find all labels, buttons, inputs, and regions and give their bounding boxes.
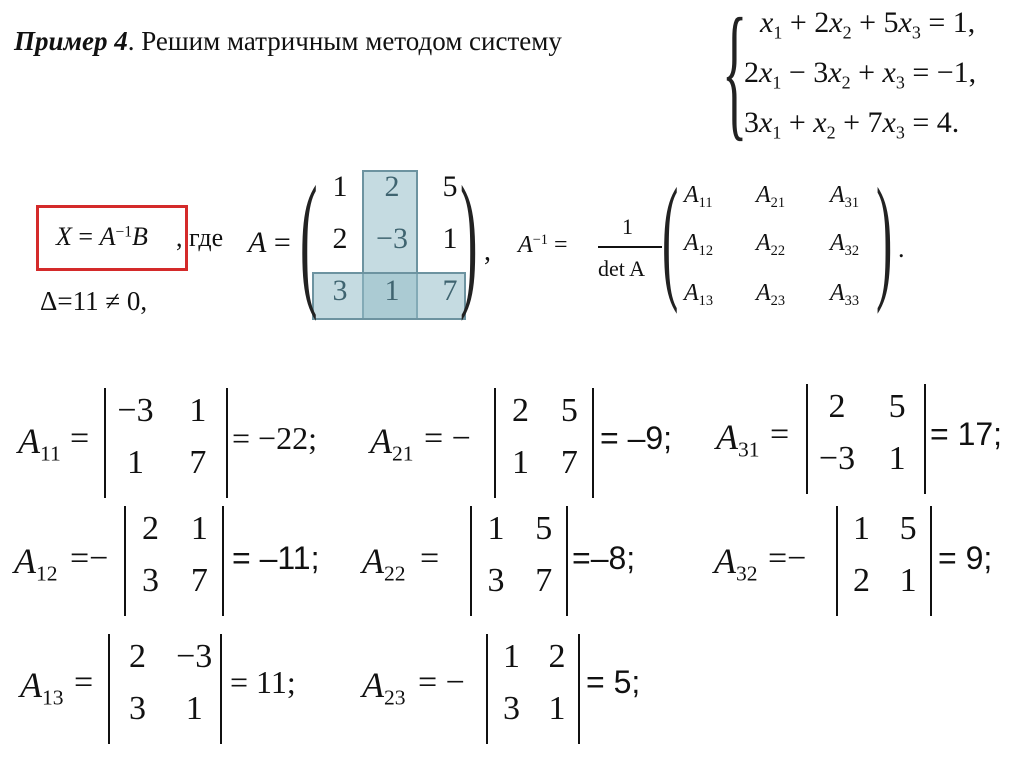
cofactor-equals: = — [74, 664, 94, 701]
inverse-cell: $A_{22}$ — [756, 230, 786, 260]
determinant-left-bar — [104, 388, 106, 498]
determinant-cell: 7 — [535, 562, 553, 599]
cofactor-equals: =− — [768, 540, 807, 577]
matrix-a-left-paren: ( — [300, 156, 318, 322]
title-text: . Решим матричным методом систему — [127, 26, 562, 56]
determinant-cell: 2 — [129, 638, 146, 675]
matrix-formula: $X = A^{-1}B$ — [56, 222, 148, 251]
determinant-cell: 1 — [548, 690, 566, 727]
determinant-cell: 5 — [535, 510, 553, 547]
determinant-right-bar — [592, 388, 594, 498]
determinant-cell: 3 — [129, 690, 146, 727]
determinant-cell: 1 — [189, 392, 207, 429]
inverse-cell: $A_{12}$ — [684, 230, 714, 260]
cofactor-label: $A_{21}$ — [370, 421, 414, 466]
determinant-cell: 2 — [853, 562, 870, 599]
cofactor-result: = 17; — [930, 416, 1003, 452]
cofactor-label: $A_{23}$ — [362, 665, 406, 710]
cofactor-result: = 11; — [230, 664, 296, 700]
determinant-left-bar — [486, 634, 488, 744]
determinant-cell: 7 — [189, 444, 207, 481]
cofactor-equals: = − — [418, 664, 465, 701]
cofactor-result: = 9; — [938, 540, 993, 576]
determinant-right-bar — [226, 388, 228, 498]
cofactor-label: $A_{31}$ — [716, 417, 760, 462]
determinant-left-bar — [836, 506, 838, 616]
matrix-a-comma: , — [484, 236, 491, 267]
determinant-cell: 7 — [560, 444, 578, 481]
inverse-cell: $A_{31}$ — [830, 182, 860, 212]
determinant-cell: −3 — [176, 638, 213, 675]
inverse-right-paren: ) — [876, 160, 893, 315]
cofactor-label: $A_{11}$ — [18, 421, 61, 466]
determinant-cell: 5 — [888, 388, 906, 425]
cofactor-label: $A_{22}$ — [362, 541, 406, 586]
matrix-a-cell: 7 — [442, 274, 458, 307]
matrix-a-cell: 3 — [332, 274, 348, 307]
matrix-a-cell: 1 — [332, 170, 348, 203]
determinant-cell: 1 — [190, 510, 208, 547]
formula-where: , где — [176, 223, 224, 252]
determinant-cell: 2 — [828, 388, 846, 425]
matrix-a-cell: 1 — [384, 274, 400, 307]
cofactor-equals: = — [70, 420, 90, 457]
inverse-label: $A^{-1}$ = — [518, 232, 568, 258]
cofactor-result: = 5; — [586, 664, 641, 700]
matrix-a-cell: 5 — [442, 170, 458, 203]
determinant-value: Δ=11 ≠ 0, — [40, 286, 148, 316]
page-title — [14, 26, 562, 57]
determinant-cell: 2 — [512, 392, 529, 429]
determinant-cell: 3 — [503, 690, 520, 727]
determinant-right-bar — [578, 634, 580, 744]
cofactor-equals: =− — [70, 540, 109, 577]
system-brace: { — [722, 0, 748, 154]
determinant-left-bar — [108, 634, 110, 744]
determinant-cell: 1 — [185, 690, 203, 727]
determinant-cell: −3 — [818, 440, 856, 477]
cofactor-equals: = — [420, 540, 440, 577]
determinant-right-bar — [566, 506, 568, 616]
matrix-a-right-paren: ) — [460, 156, 478, 322]
determinant-cell: 2 — [142, 510, 159, 547]
cofactor-label: $A_{13}$ — [20, 665, 64, 710]
determinant-cell: 5 — [899, 510, 917, 547]
determinant-left-bar — [494, 388, 496, 498]
inverse-cell: $A_{13}$ — [684, 280, 714, 310]
matrix-a-cell: 2 — [384, 170, 400, 203]
cofactor-equals: = — [770, 416, 790, 453]
determinant-cell: 1 — [127, 444, 144, 481]
determinant-left-bar — [124, 506, 126, 616]
determinant-cell: 3 — [142, 562, 159, 599]
inverse-dot: . — [898, 234, 905, 263]
determinant-cell: 1 — [487, 510, 505, 547]
cofactor-label: $A_{32}$ — [714, 541, 758, 586]
inverse-numerator: 1 — [622, 214, 633, 239]
determinant-right-bar — [222, 506, 224, 616]
determinant-left-bar — [806, 384, 808, 494]
determinant-cell: 1 — [853, 510, 870, 547]
determinant-cell: 1 — [899, 562, 917, 599]
determinant-cell: 1 — [503, 638, 520, 675]
determinant-cell: 3 — [487, 562, 505, 599]
determinant-cell: −3 — [117, 392, 154, 429]
inverse-cell: $A_{33}$ — [830, 280, 860, 310]
determinant-right-bar — [220, 634, 222, 744]
determinant-cell: 1 — [888, 440, 906, 477]
system-equation-2: $2x_1 - 3x_2 + x_3 = -1$, — [744, 56, 977, 93]
system-equation-3: $3x_1 + x_2 + 7x_3 = 4$. — [744, 106, 960, 143]
cofactor-result: = –9; — [600, 420, 673, 456]
inverse-cell: $A_{11}$ — [684, 182, 713, 212]
cofactor-result: = –11; — [232, 540, 320, 576]
determinant-cell: 1 — [512, 444, 529, 481]
inverse-cell: $A_{23}$ — [756, 280, 786, 310]
inverse-fraction-line — [598, 246, 662, 248]
determinant-cell: 7 — [190, 562, 208, 599]
cofactor-result: = −22; — [232, 420, 317, 456]
matrix-a-cell: 2 — [332, 222, 348, 255]
matrix-a-cell: 1 — [442, 222, 458, 255]
determinant-cell: 2 — [548, 638, 566, 675]
matrix-a-label: A = — [248, 226, 291, 259]
cofactor-equals: = − — [424, 420, 471, 457]
title-example-label: Пример 4 — [14, 26, 128, 56]
inverse-left-paren: ( — [662, 160, 679, 315]
matrix-a-cell: −3 — [376, 222, 408, 255]
determinant-cell: 5 — [560, 392, 578, 429]
determinant-left-bar — [470, 506, 472, 616]
determinant-right-bar — [924, 384, 926, 494]
cofactor-label: $A_{12}$ — [14, 541, 58, 586]
system-equation-1: $x_1 + 2x_2 + 5x_3 = 1$, — [760, 6, 976, 43]
inverse-denominator: det A — [598, 256, 646, 281]
cofactor-result: =–8; — [572, 540, 636, 576]
determinant-right-bar — [930, 506, 932, 616]
inverse-cell: $A_{21}$ — [756, 182, 786, 212]
inverse-cell: $A_{32}$ — [830, 230, 860, 260]
